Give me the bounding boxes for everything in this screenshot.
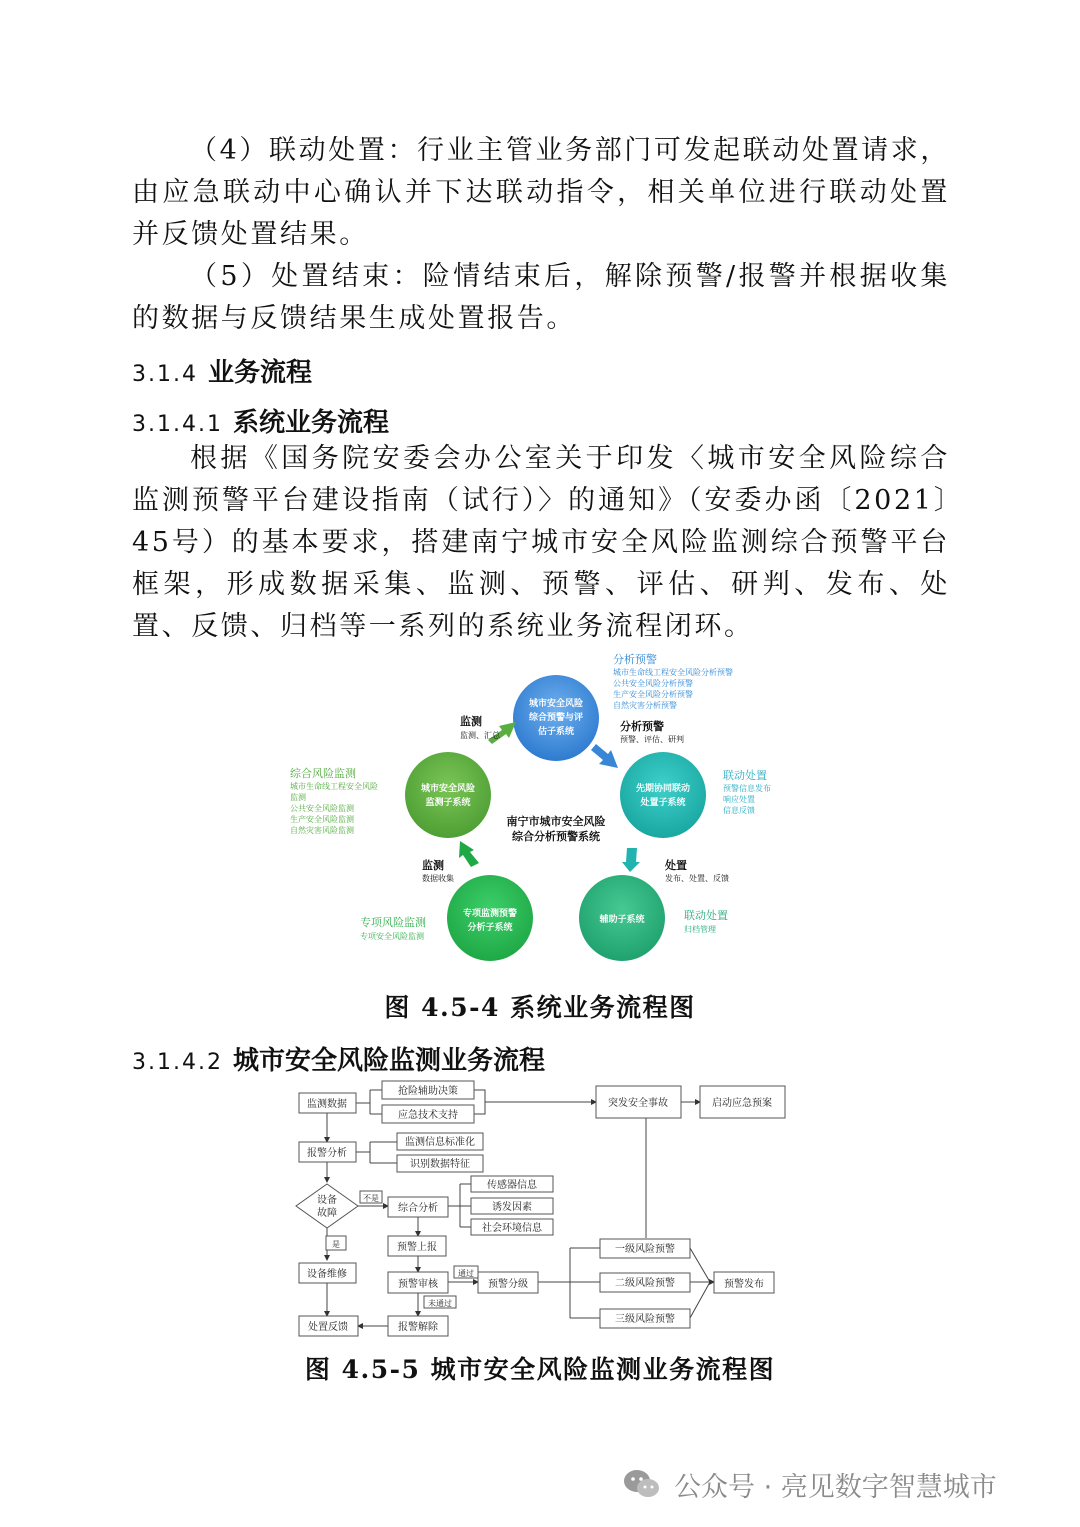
arrow-top-to-right (591, 744, 618, 768)
node-warn-publish: 预警发布 (724, 1279, 764, 1290)
circle-bottom-right-line1: 辅助子系统 (599, 915, 645, 925)
circle-bottom-left-line1: 专项监测预警 (462, 909, 518, 919)
monitoring-flowchart (290, 1080, 800, 1342)
node-social-env: 社会环境信息 (482, 1223, 542, 1234)
watermark-text: 公众号 · 亮见数字智慧城市 (674, 1471, 997, 1503)
arrow1-sub: 监测、汇总 (460, 731, 500, 740)
heading-system-business-process (132, 402, 389, 439)
circle-right-line2: 处置子系统 (640, 798, 686, 808)
side-left-item1: 城市生命线工程安全风险 (290, 782, 378, 791)
arrow-right-to-bottom (622, 848, 640, 872)
node-device-fault-line2: 故障 (317, 1208, 337, 1219)
label-passed: 通过 (458, 1269, 474, 1278)
circle-left-subsystem (405, 752, 491, 838)
side-left-item2: 公共安全风险监测 (290, 804, 354, 813)
side-bottom-left-title: 专项风险监测 (360, 916, 426, 929)
arrow4-sub: 数据收集 (422, 874, 454, 883)
node-level2: 二级风险预警 (615, 1278, 675, 1289)
node-induce-factor: 诱发因素 (492, 1202, 532, 1213)
side-right-title: 联动处置 (723, 769, 767, 782)
figure-caption-4-5-4: 图 4.5-4 系统业务流程图 (384, 993, 696, 1022)
arrow3-sub: 发布、处置、反馈 (665, 874, 729, 883)
figure-caption-4-5-5: 图 4.5-5 城市安全风险监测业务流程图 (304, 1355, 776, 1384)
circle-right-line1: 先期协同联动 (635, 784, 691, 794)
side-top-title: 分析预警 (613, 653, 657, 666)
node-device-repair: 设备维修 (307, 1269, 347, 1280)
side-top-item2: 公共安全风险分析预警 (613, 679, 693, 688)
heading-number: 3.1.4 (132, 362, 198, 387)
side-bottom-left-item1: 专项安全风险监测 (360, 932, 424, 941)
side-top-item3: 生产安全风险分析预警 (613, 690, 693, 699)
arrow4-title: 监测 (422, 859, 444, 872)
heading-text: 系统业务流程 (232, 408, 389, 438)
arrow3-title: 处置 (665, 859, 687, 872)
circle-left-line2: 监测子系统 (425, 798, 471, 808)
circle-top-line2: 综合预警与评 (528, 713, 584, 723)
node-dispose-feedback: 处置反馈 (308, 1322, 348, 1333)
watermark (622, 1462, 997, 1506)
paragraph-framework: 根据《国务院安委会办公室关于印发〈城市安全风险综合监测预警平台建设指南（试行）〉的通知》（安委办函〔2021〕45号）的基本要求，搭建南宁城市安全风险监测综合预警平台框架，形成数据采集、监测、预警、评估、研判、发布、处置、反馈、归档等一系列的系统业务流程闭环。 (132, 443, 950, 642)
circle-right-subsystem (620, 752, 706, 838)
arrow-bottom-left-to-left (459, 841, 479, 867)
node-alarm-analysis: 报警分析 (307, 1148, 347, 1159)
heading-text: 业务流程 (207, 358, 312, 388)
side-right-item2: 响应处置 (723, 795, 755, 804)
node-level1: 一级风险预警 (615, 1244, 675, 1255)
label-yes: 是 (332, 1240, 340, 1249)
label-not-yes: 不是 (363, 1194, 379, 1203)
heading-monitoring-business-process (132, 1040, 545, 1077)
side-top-item4: 自然灾害分析预警 (613, 701, 677, 710)
node-warn-review: 预警审核 (398, 1279, 438, 1290)
system-business-flow-diagram (280, 650, 800, 970)
node-identify-feature: 识别数据特征 (410, 1159, 470, 1170)
heading-business-process (132, 352, 312, 389)
arrow1-title: 监测 (460, 715, 482, 728)
node-info-standard: 监测信息标准化 (405, 1137, 475, 1148)
center-title-line1: 南宁市城市安全风险 (506, 815, 606, 828)
paragraph-linkage-disposal: （4）联动处置：行业主管业务部门可发起联动处置请求，由应急联动中心确认并下达联动指令，相关单位进行联动处置并反馈处置结果。 (132, 135, 950, 250)
wechat-icon (622, 1467, 662, 1501)
node-emergency-tech: 应急技术支持 (398, 1110, 458, 1121)
node-monitor-data: 监测数据 (307, 1099, 347, 1110)
side-right-item1: 预警信息发布 (723, 784, 771, 793)
node-alarm-release: 报警解除 (398, 1322, 438, 1333)
side-top-item1: 城市生命线工程安全风险分析预警 (613, 668, 733, 677)
heading-number: 3.1.4.2 (132, 1050, 223, 1075)
node-start-plan: 启动应急预案 (712, 1098, 772, 1109)
side-right-item3: 信息反馈 (723, 806, 755, 815)
arrow2-sub: 预警、评估、研判 (620, 735, 684, 744)
node-rescue-decision: 抢险辅助决策 (398, 1086, 458, 1097)
label-not-passed: 未通过 (428, 1299, 452, 1308)
node-sensor-info: 传感器信息 (487, 1180, 537, 1191)
node-device-fault-line1: 设备 (317, 1195, 337, 1206)
node-level3: 三级风险预警 (615, 1314, 675, 1325)
node-comprehensive: 综合分析 (398, 1203, 438, 1214)
paragraph-disposal-end: （5）处置结束：险情结束后，解除预警/报警并根据收集的数据与反馈结果生成处置报告。 (132, 261, 950, 334)
circle-left-line1: 城市安全风险 (420, 784, 476, 794)
node-warn-report: 预警上报 (397, 1242, 437, 1253)
circle-top-line3: 估子系统 (537, 727, 575, 737)
node-sudden-accident: 突发安全事故 (608, 1098, 668, 1109)
side-left-item4: 自然灾害风险监测 (290, 826, 354, 835)
circle-bottom-left-line2: 分析子系统 (467, 923, 513, 933)
side-bottom-right-title: 联动处置 (684, 909, 728, 922)
arrow2-title: 分析预警 (620, 720, 664, 733)
node-warn-grade: 预警分级 (488, 1279, 528, 1290)
side-left-item1b: 监测 (290, 793, 306, 802)
side-bottom-right-item1: 归档管理 (684, 925, 716, 934)
heading-text: 城市安全风险监测业务流程 (232, 1046, 545, 1076)
circle-top-line1: 城市安全风险 (528, 699, 584, 709)
center-title-line2: 综合分析预警系统 (512, 830, 600, 843)
side-left-title: 综合风险监测 (290, 767, 356, 780)
heading-number: 3.1.4.1 (132, 412, 223, 437)
side-left-item3: 生产安全风险监测 (290, 815, 354, 824)
